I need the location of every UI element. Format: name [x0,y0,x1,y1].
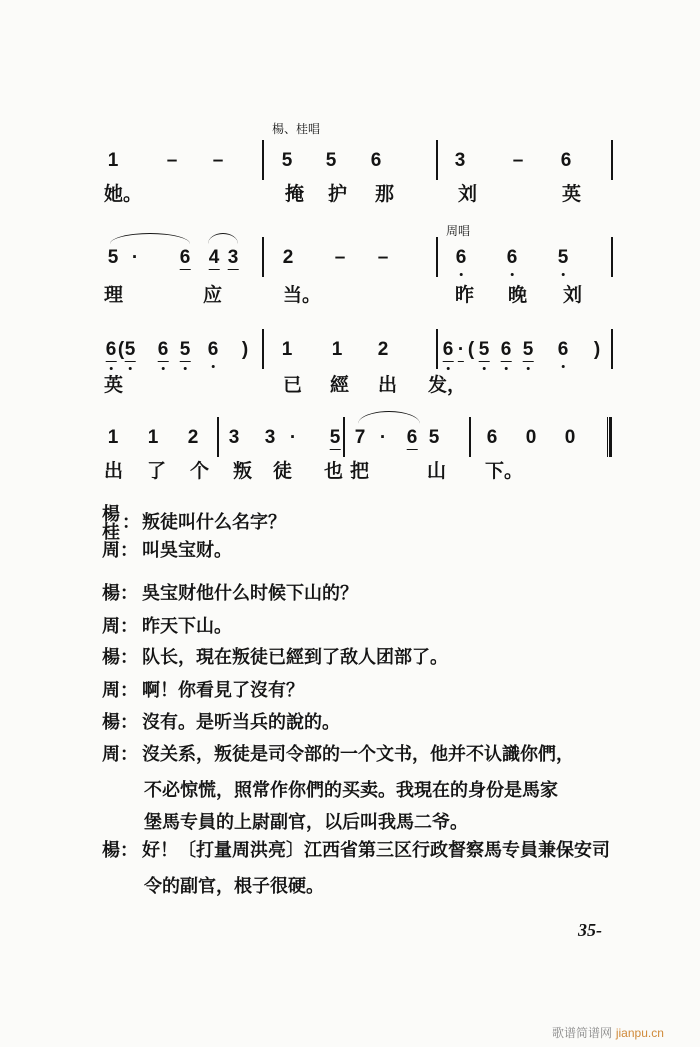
note [487,427,498,449]
bar-line [611,237,613,277]
lyric: 了 [147,460,167,482]
note-text: 3 [228,427,240,448]
note [180,339,191,362]
sustain-dash [213,150,224,172]
speaker: 楊： [102,712,138,733]
note-text: – [512,150,524,171]
dot-extension [290,427,296,449]
note-text: 6 [179,247,191,268]
note-text: ) [593,339,601,360]
speaker: 楊： [102,647,138,668]
dialogue-text: 啊！你看見了沒有？ [142,680,304,701]
lyric: 山 [427,460,447,482]
lyric: 昨 [455,284,475,306]
page-number: 35- [578,920,602,940]
note [561,150,572,172]
note-text: 2 [282,247,294,268]
lyric: 掩 [285,183,305,205]
speaker: 周： [102,744,138,765]
lyric: 理 [104,284,124,306]
note-text: 5 [107,247,119,268]
note-text: 6 [486,427,498,448]
note [371,150,382,172]
note-text: – [166,150,178,171]
note [565,427,576,449]
note [265,427,276,449]
parenthesis [594,339,600,361]
dialogue-text: 昨天下山。 [142,616,232,637]
note [125,339,136,362]
bar-line [436,329,438,369]
bar-line [262,237,264,277]
lyric: 出 [378,374,398,396]
lyric: 下。 [485,460,524,482]
final-bar-line [607,417,612,457]
speaker: 周： [102,540,138,561]
note-text: · [289,427,297,448]
note [429,427,440,449]
performer-annotation: 周唱 [446,224,471,238]
lower-octave-dot [504,367,507,370]
note-text: 6 [157,339,169,360]
note [229,427,240,449]
note-text: 6 [207,339,219,360]
bar-line [262,140,264,180]
speaker-name: 周 [102,616,120,637]
lower-octave-dot [128,367,131,370]
sustain-dash [335,247,346,269]
note [479,339,490,362]
speaker-name: 周 [102,540,120,561]
dialogue-text: 吳宝财他什么时候下山的？ [142,583,358,604]
note-text: 6 [406,427,418,448]
lyric: 刘 [458,183,478,205]
note-text: 3 [227,247,239,268]
note [523,339,534,362]
note-text: 6 [455,247,467,268]
note-text: 0 [525,427,537,448]
bar-line [436,237,438,277]
slur [358,411,420,424]
note-text: 5 [124,339,136,360]
lower-octave-dot [561,365,564,368]
bar-line [262,329,264,369]
note [407,427,418,450]
lyric: 英 [104,374,124,396]
note [455,150,466,172]
note [180,247,191,270]
lyric: 晚 [508,284,528,306]
lower-octave-dot [510,273,513,276]
note [108,247,119,269]
note [282,150,293,172]
dialogue-text: 好！〔打量周洪亮〕江西省第三区行政督察馬专員兼保安司 [142,840,610,861]
note-text: · [457,339,465,360]
note-text: 5 [478,339,490,360]
parenthesis [468,339,474,361]
note-text: 3 [264,427,276,448]
speaker-name: 楊 [102,583,120,604]
note-text: 1 [281,339,293,360]
bar-line [436,140,438,180]
watermark-en: jianpu.cn [615,1026,664,1040]
note-text: · [131,247,139,268]
dialogue-text: 沒有。是听当兵的說的。 [142,712,340,733]
note-text: 6 [370,150,382,171]
note [456,247,467,269]
note [330,427,341,450]
lower-octave-dot [526,367,529,370]
note-text: 5 [329,427,341,448]
lower-octave-dot [446,367,449,370]
note [501,339,512,362]
speaker-name: 楊 [102,712,120,733]
note-text: ( [467,339,475,360]
note-text: 5 [179,339,191,360]
lyric: 出 [104,460,124,482]
bar-line [343,417,345,457]
slur [110,233,190,244]
watermark-cn: 歌谱简谱网 [552,1026,613,1040]
sustain-dash [167,150,178,172]
lyric: 英 [562,183,582,205]
dialogue-continuation: 不必惊慌，照常作你們的买卖。我現在的身份是馬家 [144,780,558,801]
slur [208,233,238,244]
note [443,339,454,362]
note-text: – [334,247,346,268]
dot-extension [458,339,464,362]
note [209,247,220,270]
note-text: 5 [281,150,293,171]
speaker-name: 周 [102,680,120,701]
note [507,247,518,269]
lyric: 已 [283,374,303,396]
lyric: 个 [190,460,210,482]
dialogue-text: 队长，現在叛徒已經到了敌人团部了。 [142,647,448,668]
lyric: 經 [330,374,350,396]
sustain-dash [513,150,524,172]
note [106,339,117,362]
dialogue-continuation: 堡馬专員的上尉副官，以后叫我馬二爷。 [144,812,468,833]
page-number-text: 35 [578,920,596,940]
note [208,339,219,361]
lyric: 把 [350,460,370,482]
lyric: 她。 [104,183,143,205]
lyric: 也 [324,460,344,482]
note [558,339,569,361]
note [283,247,294,269]
bar-line [611,329,613,369]
note-text: 5 [522,339,534,360]
bar-line [469,417,471,457]
note-text: 1 [107,427,119,448]
parenthesis [242,339,248,361]
speaker: 周： [102,680,138,701]
speaker: 楊： [102,583,138,604]
note-text: 5 [557,247,569,268]
lower-octave-dot [211,365,214,368]
note-text: 5 [428,427,440,448]
note-text: 2 [187,427,199,448]
note [526,427,537,449]
speaker [102,506,120,542]
lyric: 应 [203,284,223,306]
speaker-name: 楊 [102,504,120,525]
note-text: 1 [331,339,343,360]
note-text: 6 [506,247,518,268]
note-text: 7 [354,427,366,448]
note [108,427,119,449]
note [355,427,366,449]
note [188,427,199,449]
note-text: 5 [325,150,337,171]
speaker-name: 楊 [102,840,120,861]
lyric: 刘 [563,284,583,306]
dialogue-text: 沒关系，叛徒是司令部的一个文书，他并不认識你們， [142,744,574,765]
note-text: 0 [564,427,576,448]
note [282,339,293,361]
note-text: 6 [442,339,454,360]
speaker: 楊： [102,840,138,861]
note-text: 6 [105,339,117,360]
lower-octave-dot [109,367,112,370]
lower-octave-dot [482,367,485,370]
dialogue-continuation: 令的副官，根子很硬。 [144,876,324,897]
note-text: – [377,247,389,268]
dot-extension [380,427,386,449]
dot-extension [132,247,138,269]
note-text: 6 [557,339,569,360]
note-text: 1 [107,150,119,171]
note-text: ) [241,339,249,360]
note [378,339,389,361]
sustain-dash [378,247,389,269]
dialogue-text: 叛徒叫什么名字？ [142,512,286,533]
note [228,247,239,270]
lyric: 那 [375,183,395,205]
note-text: – [212,150,224,171]
lower-octave-dot [459,273,462,276]
note-text: 6 [560,150,572,171]
speaker: 周： [102,616,138,637]
note-text: 4 [208,247,220,268]
bar-line [611,140,613,180]
lyric: 叛 [233,460,253,482]
note [332,339,343,361]
speaker-name: 楊 [102,647,120,668]
parenthesis [118,339,124,361]
lower-octave-dot [183,367,186,370]
note-text: · [379,427,387,448]
note [326,150,337,172]
note [108,150,119,172]
bar-line [217,417,219,457]
note [158,339,169,362]
note-text: 1 [147,427,159,448]
note-text: 2 [377,339,389,360]
note-text: 6 [500,339,512,360]
lyric: 发， [428,374,467,396]
lyric: 当。 [283,284,322,306]
lower-octave-dot [561,273,564,276]
lower-octave-dot [161,367,164,370]
speaker-name: 桂 [102,522,120,543]
note-text: 3 [454,150,466,171]
performer-annotation: 楊、桂唱 [272,122,321,136]
dialogue-text: 叫吳宝财。 [142,540,232,561]
note [558,247,569,269]
lyric: 护 [328,183,348,205]
lyric: 徒 [273,460,293,482]
speaker-name: 周 [102,744,120,765]
note [148,427,159,449]
note-text: ( [117,339,125,360]
watermark [552,1024,664,1041]
